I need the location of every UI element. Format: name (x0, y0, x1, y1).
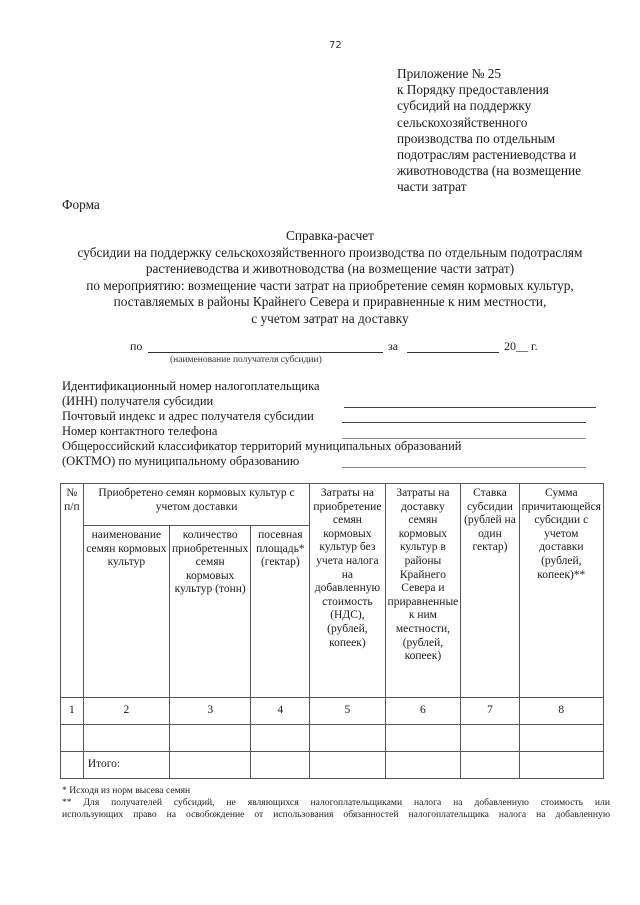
header-col1: № п/п (61, 484, 84, 698)
header-row-1 (61, 484, 604, 526)
table-cell[interactable] (385, 725, 461, 752)
header-col8: Сумма причитающейся субсидии с учетом доставки (рублей, копеек)** (519, 484, 603, 698)
table-cell[interactable] (461, 752, 519, 779)
header-col7: Ставка субсидии (рублей на один гектар) (461, 484, 519, 698)
appendix-reference (397, 66, 617, 196)
table-cell[interactable] (461, 725, 519, 752)
column-number: 8 (519, 698, 603, 725)
recipient-line (130, 339, 570, 355)
period-field[interactable] (407, 339, 499, 353)
total-row (61, 752, 604, 779)
inn-label-line2: (ИНН) получателя субсидии (62, 394, 214, 408)
title-line: растениеводства и животноводства (на возмещение части затрат) (145, 261, 515, 276)
title-line: поставляемых в районы Крайнего Севера и приравненные к ним местности, (113, 294, 547, 309)
oktmo-label-line2: (ОКТМО) по муниципальному образованию (62, 454, 300, 468)
header-col4: посевная площадь* (гектар) (251, 526, 310, 698)
title-line: по мероприятию: возмещение части затрат на приобретение семян кормовых культур, (86, 277, 574, 293)
column-number: 7 (461, 698, 519, 725)
column-number: 2 (83, 698, 169, 725)
year-label: 20__ г. (504, 339, 538, 353)
appendix-line: животноводства (на возмещение (397, 163, 582, 179)
appendix-line: Приложение № 25 (397, 66, 501, 81)
footnote-2-line2: использующих право на освобождение от использования обязанностей налогоплательщика налога на добавленную (62, 809, 610, 820)
table-cell[interactable] (61, 725, 84, 752)
table-cell[interactable] (251, 725, 310, 752)
total-label: Итого: (83, 752, 169, 779)
footnote-2-line1: ** Для получателей субсидий, не являющихся налогоплательщиками налога на добавленную стоимость или (62, 797, 610, 808)
title-heading: Справка-расчет (286, 228, 374, 243)
appendix-line: субсидий на поддержку (397, 98, 532, 114)
address-field[interactable] (342, 410, 586, 423)
appendix-line: сельскохозяйственного (397, 114, 528, 130)
appendix-line: к Порядку предоставления (397, 82, 549, 98)
header-group-purchased: Приобретено семян кормовых культур с учетом доставки (83, 484, 309, 526)
column-number: 1 (61, 698, 84, 725)
table-cell[interactable] (310, 752, 385, 779)
header-col3: количество приобретенных семян кормовых культур (тонн) (169, 526, 250, 698)
appendix-line: части затрат (397, 179, 467, 195)
header-col6: Затраты на доставку семян кормовых культур в районы Крайнего Севера и приравненные к ним местности, (рублей, копеек) (385, 484, 461, 698)
header-col5: Затраты на приобретение семян кормовых культур без учета налога на добавленную стоимость (НДС), (рублей, копеек) (310, 484, 385, 698)
column-number: 4 (251, 698, 310, 725)
footnote-1: * Исходя из норм высева семян (62, 785, 191, 796)
recipient-caption: (наименование получателя субсидии) (170, 355, 322, 365)
title-line: с учетом затрат на доставку (251, 310, 409, 326)
oktmo-label-line1: Общероссийский классификатор территорий муниципальных образований (62, 439, 462, 453)
table-cell[interactable] (251, 752, 310, 779)
address-label: Почтовый индекс и адрес получателя субсидии (62, 409, 314, 423)
oktmo-field[interactable] (342, 456, 586, 468)
table-cell[interactable] (169, 752, 250, 779)
column-number-row (61, 698, 604, 725)
table-cell[interactable] (310, 725, 385, 752)
table-cell[interactable] (169, 725, 250, 752)
page-number: 72 (329, 40, 342, 51)
table-cell[interactable] (385, 752, 461, 779)
column-number: 5 (310, 698, 385, 725)
phone-field[interactable] (342, 426, 586, 439)
po-label: по (130, 339, 143, 353)
table-cell (61, 752, 84, 779)
inn-field[interactable] (344, 395, 596, 408)
inn-label (62, 379, 320, 409)
table-cell[interactable] (83, 725, 169, 752)
appendix-line: производства по отдельным (397, 130, 556, 146)
table-row (61, 725, 604, 752)
table-cell[interactable] (519, 752, 603, 779)
phone-label: Номер контактного телефона (62, 424, 218, 438)
form-label: Форма (62, 197, 100, 212)
za-label: за (388, 339, 399, 353)
column-number: 6 (385, 698, 461, 725)
column-number: 3 (169, 698, 250, 725)
inn-label-line1: Идентификационный номер налогоплательщика (62, 379, 320, 393)
subsidy-calculation-table (60, 483, 604, 779)
title-line: субсидии на поддержку сельскохозяйственного производства по отдельным подотраслям (77, 244, 583, 260)
table-cell[interactable] (519, 725, 603, 752)
appendix-line: подотраслям растениеводства и (397, 147, 577, 163)
recipient-name-field[interactable] (148, 339, 383, 353)
header-col2: наименование семян кормовых культур (83, 526, 169, 698)
document-title (40, 228, 620, 327)
footnotes (62, 785, 610, 821)
